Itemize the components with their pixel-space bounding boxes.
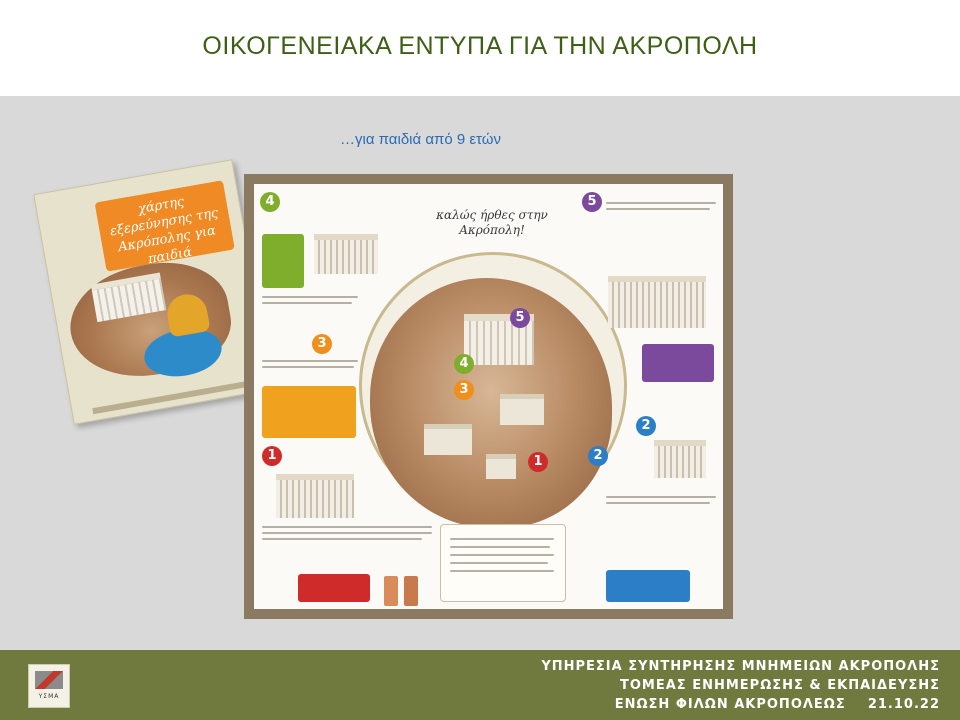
booklet-cover-image <box>33 159 273 425</box>
text-line <box>262 526 432 528</box>
text-line <box>606 208 710 210</box>
footer-line-service: ΥΠΗΡΕΣΙΑ ΣΥΝΤΗΡΗΣΗΣ ΜΝΗΜΕΙΩΝ ΑΚΡΟΠΟΛΗΣ <box>541 659 940 674</box>
slide-subtitle: …για παιδιά από 9 ετών <box>340 131 501 148</box>
panel-marker-5: 5 <box>582 192 602 212</box>
column-capital-icon <box>384 576 398 606</box>
logo-mark-icon <box>35 671 63 689</box>
athena-nike-illustration <box>486 454 516 479</box>
marker-5: 5 <box>510 308 530 328</box>
text-line <box>262 538 422 540</box>
panel-marker-1: 1 <box>262 446 282 466</box>
footer-line-department: ΤΟΜΕΑΣ ΕΝΗΜΕΡΩΣΗΣ & ΕΚΠΑΙΔΕΥΣΗΣ <box>620 678 940 693</box>
text-line <box>450 570 554 572</box>
orange-note-box <box>262 386 356 438</box>
text-line <box>606 502 710 504</box>
text-line <box>606 202 716 204</box>
marker-1: 1 <box>528 452 548 472</box>
text-line <box>450 562 548 564</box>
text-line <box>450 546 550 548</box>
text-line <box>262 296 358 298</box>
footer-text <box>541 657 940 714</box>
panel-marker-4: 4 <box>260 192 280 212</box>
marker-2: 2 <box>588 446 608 466</box>
booklet-cover-title: χάρτης εξερεύνησης της Ακρόπολης για παιδιά <box>95 180 235 272</box>
acropolis-map-image <box>244 174 733 619</box>
blue-note-box <box>606 570 690 602</box>
mini-erechtheion <box>314 234 378 274</box>
ysma-logo <box>28 664 70 708</box>
mini-propylaia <box>276 474 354 518</box>
marker-3: 3 <box>454 380 474 400</box>
logo-text: ΥΣΜΑ <box>38 693 60 700</box>
panel-marker-2: 2 <box>636 416 656 436</box>
green-note-box <box>262 234 304 288</box>
text-line <box>450 554 554 556</box>
mini-athena-nike <box>654 440 706 478</box>
slide-title: ΟΙΚΟΓΕΝΕΙΑΚΑ ΕΝΤΥΠΑ ΓΙΑ ΤΗΝ ΑΚΡΟΠΟΛΗ <box>202 32 758 60</box>
text-line <box>262 532 432 534</box>
map-welcome-text: καλώς ήρθες στην Ακρόπολη! <box>436 208 548 237</box>
text-line <box>262 302 352 304</box>
text-line <box>262 360 358 362</box>
red-note-box <box>298 574 370 602</box>
panel-marker-3: 3 <box>312 334 332 354</box>
map-sheet <box>254 184 723 609</box>
footer-line-association-date: ΕΝΩΣΗ ΦΙΛΩΝ ΑΚΡΟΠΟΛΕΩΣ 21.10.22 <box>614 697 940 712</box>
column-base-icon <box>404 576 418 606</box>
text-line <box>450 538 554 540</box>
marker-4: 4 <box>454 354 474 374</box>
text-line <box>606 496 716 498</box>
propylaia-illustration <box>424 424 472 455</box>
purple-note-box <box>642 344 714 382</box>
text-line <box>262 366 354 368</box>
erechtheion-illustration <box>500 394 544 425</box>
mini-parthenon <box>608 276 706 328</box>
